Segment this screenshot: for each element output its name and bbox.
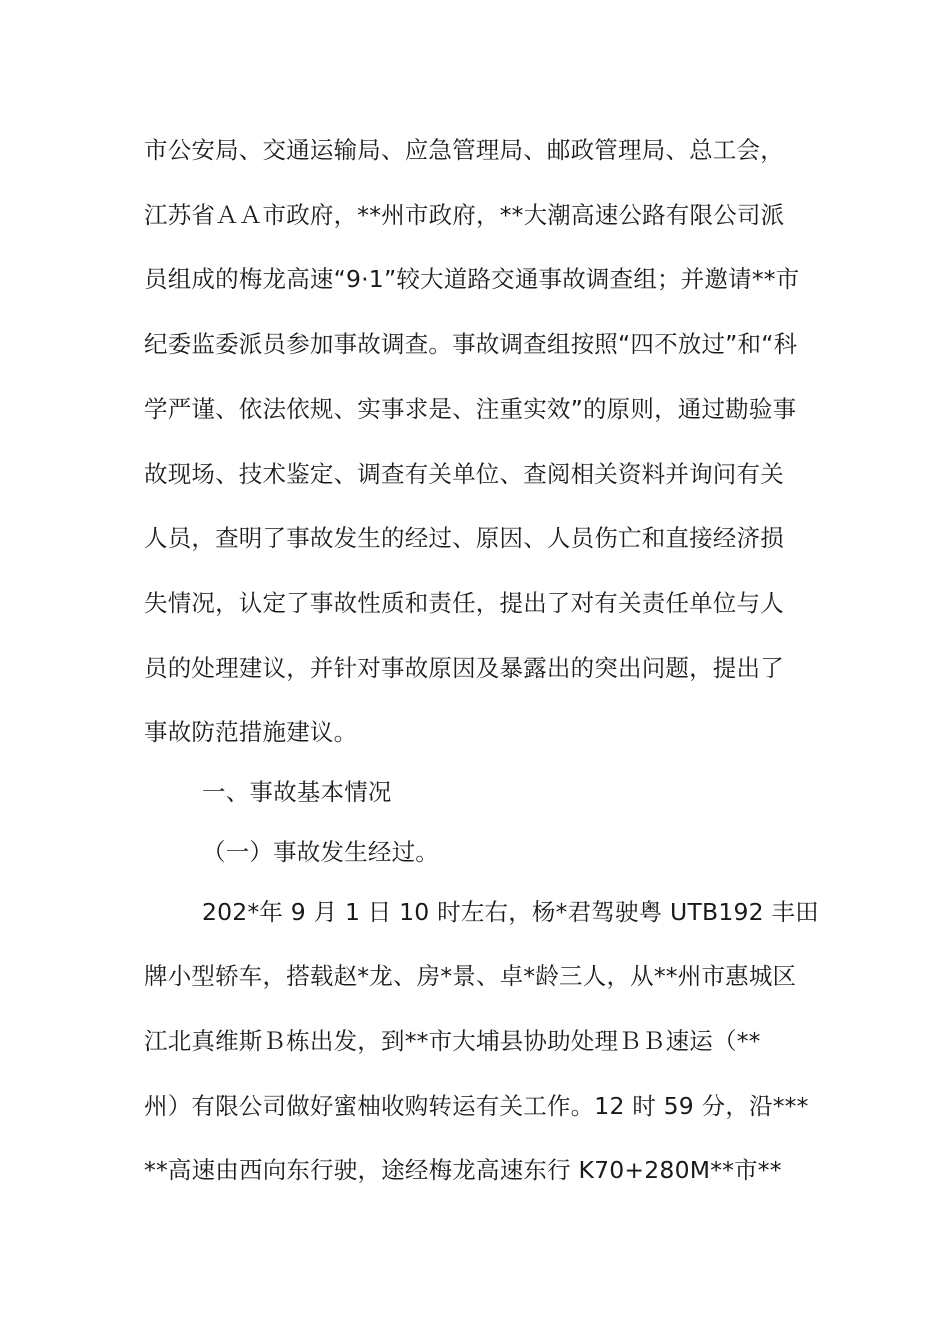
body-line: 江北真维斯Ｂ栋出发，到**市大埔县协助处理ＢＢ速运（**: [144, 1027, 761, 1055]
body-line: 员的处理建议，并针对事故原因及暴露出的突出问题，提出了: [144, 654, 784, 682]
body-line: 学严谨、依法依规、实事求是、注重实效”的原则，通过勘验事: [144, 395, 797, 423]
subsection-heading: （一）事故发生经过。: [202, 838, 439, 866]
body-line: 员组成的梅龙高速“9·1”较大道路交通事故调查组；并邀请**市: [144, 265, 800, 293]
body-line: 牌小型轿车，搭载赵*龙、房*景、卓*龄三人，从**州市惠城区: [144, 962, 797, 990]
body-line: **高速由西向东行驶，途经梅龙高速东行 K70+280M**市**: [144, 1156, 782, 1184]
body-line: 市公安局、交通运输局、应急管理局、邮政管理局、总工会，: [144, 136, 784, 164]
body-line: 纪委监委派员参加事故调查。事故调查组按照“四不放过”和“科: [144, 330, 798, 358]
body-line: 人员，查明了事故发生的经过、原因、人员伤亡和直接经济损: [144, 524, 784, 552]
body-line: 江苏省ＡＡ市政府，**州市政府，**大潮高速公路有限公司派: [144, 201, 785, 229]
body-line: 故现场、技术鉴定、调查有关单位、查阅相关资料并询问有关: [144, 460, 784, 488]
section-heading: 一、事故基本情况: [202, 778, 392, 806]
body-line: 州）有限公司做好蜜柚收购转运有关工作。12 时 59 分，沿***: [144, 1092, 809, 1120]
body-line: 失情况，认定了事故性质和责任，提出了对有关责任单位与人: [144, 589, 784, 617]
body-line: 事故防范措施建议。: [144, 718, 358, 746]
body-line: 202*年 9 月 1 日 10 时左右，杨*君驾驶粤 UTB192 丰田: [202, 898, 819, 926]
